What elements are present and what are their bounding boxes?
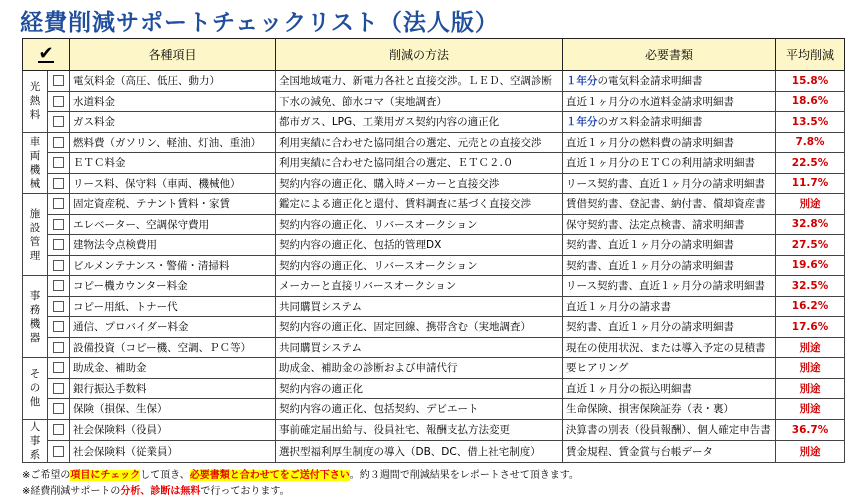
item-cell: 固定資産税、テナント賃料・家賃 [70, 194, 276, 215]
docs-cell [563, 296, 776, 317]
row-checkbox[interactable] [53, 301, 64, 312]
table-row [23, 255, 845, 276]
item-cell: ビルメンテナンス・警備・清掃料 [70, 255, 276, 276]
group-label-text: 人事系 [29, 420, 41, 461]
checkbox-cell [48, 214, 70, 235]
avg-cell: 19.6% [776, 255, 845, 276]
docs-cell [563, 235, 776, 256]
avg-cell: 16.2% [776, 296, 845, 317]
docs-cell [563, 399, 776, 420]
group-label-text: その他 [29, 368, 41, 409]
docs-text: 現在の使用状況、または導入予定の見積書 [566, 341, 766, 354]
checkbox-cell [48, 153, 70, 174]
avg-cell: 32.5% [776, 276, 845, 297]
table-row [23, 276, 845, 297]
method-cell: 契約内容の適正化、包括契約、デビエート [276, 399, 563, 420]
footer-text: ※ご希望の [22, 470, 71, 481]
row-checkbox[interactable] [53, 383, 64, 394]
avg-cell: 11.7% [776, 173, 845, 194]
method-cell: 全国地域電力、新電力各社と直接交渉。ＬＥＤ、空調診断 [276, 71, 563, 92]
item-cell: 助成金、補助金 [70, 358, 276, 379]
group-label [23, 71, 48, 133]
table-row [23, 399, 845, 420]
checkbox-cell [48, 173, 70, 194]
method-cell: 契約内容の適正化、購入時メーカーと直接交渉 [276, 173, 563, 194]
group-label-text: 施設管理 [29, 207, 41, 262]
group-label [23, 358, 48, 420]
row-checkbox[interactable] [53, 137, 64, 148]
table-row [23, 317, 845, 338]
method-cell: 契約内容の適正化 [276, 378, 563, 399]
checkbox-cell [48, 235, 70, 256]
checkbox-cell [48, 276, 70, 297]
method-cell: 契約内容の適正化、包括的管理DX [276, 235, 563, 256]
docs-cell [563, 255, 776, 276]
docs-cell [563, 173, 776, 194]
docs-text: リース契約書、直近１ヶ月分の請求明細書 [566, 280, 765, 293]
avg-cell: 17.6% [776, 317, 845, 338]
docs-cell [563, 194, 776, 215]
avg-cell: 36.7% [776, 419, 845, 441]
footer-text: ※経費削減サポートの [22, 486, 121, 497]
method-cell: 鑑定による適正化と還付、賃料調査に基づく直接交渉 [276, 194, 563, 215]
row-checkbox[interactable] [53, 178, 64, 189]
table-row [23, 112, 845, 133]
method-cell: 選択型福利厚生制度の導入（DB、DC、借上社宅制度） [276, 441, 563, 463]
docs-cell [563, 214, 776, 235]
group-label [23, 276, 48, 358]
checkbox-cell [48, 91, 70, 112]
method-cell: 契約内容の適正化、リバースオークション [276, 255, 563, 276]
page-title: 経費削減サポートチェックリスト（法人版） [20, 10, 499, 36]
docs-text: 契約書、直近１ヶ月分の請求明細書 [566, 259, 734, 272]
docs-text: 保守契約書、法定点検書、請求明細書 [566, 218, 745, 231]
docs-text: 賃借契約書、登記書、納付書、償却資産書 [566, 198, 766, 211]
checkbox-cell [48, 71, 70, 92]
method-cell: 都市ガス、LPG、工業用ガス契約内容の適正化 [276, 112, 563, 133]
avg-cell: 別途 [776, 399, 845, 420]
row-checkbox[interactable] [53, 403, 64, 414]
item-cell: 電気料金（高圧、低圧、動力） [70, 71, 276, 92]
method-cell: 事前確定届出給与、役員社宅、報酬支払方法変更 [276, 419, 563, 441]
docs-cell [563, 337, 776, 358]
table-row [23, 132, 845, 153]
table-row [23, 71, 845, 92]
item-cell: 燃料費（ガソリン、軽油、灯油、重油） [70, 132, 276, 153]
checkbox-cell [48, 337, 70, 358]
footer-highlight: 分析、診断は無料 [120, 486, 201, 497]
item-header: 各種項目 [70, 39, 276, 71]
docs-cell [563, 71, 776, 92]
docs-cell [563, 358, 776, 379]
docs-text: 賃金規程、賃金賞与台帳データ [566, 445, 713, 458]
item-cell: リース料、保守料（車両、機械他） [70, 173, 276, 194]
docs-text: 直近１ヶ月分のＥＴＣの利用請求明細書 [566, 157, 755, 170]
group-label-text: 事務機器 [29, 289, 41, 344]
row-checkbox[interactable] [53, 219, 64, 230]
row-checkbox[interactable] [53, 75, 64, 86]
group-label [23, 194, 48, 276]
table-row [23, 358, 845, 379]
row-checkbox[interactable] [53, 116, 64, 127]
table-row [23, 235, 845, 256]
docs-cell [563, 91, 776, 112]
row-checkbox[interactable] [53, 446, 64, 457]
table-row [23, 194, 845, 215]
row-checkbox[interactable] [53, 280, 64, 291]
docs-text: 直近１ヶ月分の水道料金請求明細書 [566, 95, 734, 108]
checkbox-cell [48, 317, 70, 338]
checkbox-cell [48, 255, 70, 276]
checkbox-cell [48, 399, 70, 420]
docs-text: 直近１ヶ月分の請求書 [566, 300, 671, 313]
item-cell: エレベーター、空調保守費用 [70, 214, 276, 235]
docs-cell [563, 419, 776, 441]
row-checkbox[interactable] [53, 198, 64, 209]
item-cell: 建物法令点検費用 [70, 235, 276, 256]
avg-cell: 別途 [776, 378, 845, 399]
footer-note-1 [22, 466, 579, 481]
group-label [23, 419, 48, 462]
row-checkbox[interactable] [53, 321, 64, 332]
docs-cell [563, 132, 776, 153]
footer-highlight: 必要書類と合わせてをご送付下さい [189, 470, 350, 481]
table-row [23, 91, 845, 112]
row-checkbox[interactable] [53, 157, 64, 168]
table-row [23, 153, 845, 174]
avg-cell: 7.8% [776, 132, 845, 153]
footer-text: して頂き、 [140, 470, 190, 481]
footer-note-2 [22, 482, 290, 497]
method-cell: 共同購買システム [276, 296, 563, 317]
footer-highlight: 項目にチェック [70, 470, 141, 481]
footer-text: 。約３週間で削減結果をレポートさせて頂きます。 [349, 470, 579, 481]
group-label [23, 132, 48, 194]
table-row [23, 214, 845, 235]
docs-cell [563, 378, 776, 399]
row-checkbox[interactable] [53, 96, 64, 107]
docs-text: 直近１ヶ月分の振込明細書 [566, 382, 692, 395]
check-header [23, 39, 70, 71]
table-row [23, 337, 845, 358]
item-cell: コピー機カウンター料金 [70, 276, 276, 297]
docs-header: 必要書類 [563, 39, 776, 71]
item-cell: ＥＴＣ料金 [70, 153, 276, 174]
checkbox-cell [48, 378, 70, 399]
check-mark-icon: ✔ [38, 42, 54, 64]
docs-text: の電気料金請求明細書 [597, 75, 703, 88]
docs-cell [563, 153, 776, 174]
avg-cell: 32.8% [776, 214, 845, 235]
table-row [23, 419, 845, 441]
method-cell: 共同購買システム [276, 337, 563, 358]
checkbox-cell [48, 112, 70, 133]
item-cell: 設備投資（コピー機、空調、ＰＣ等） [70, 337, 276, 358]
item-cell: 通信、プロバイダー料金 [70, 317, 276, 338]
method-cell: 利用実績に合わせた協同組合の選定、元売との直接交渉 [276, 132, 563, 153]
item-cell: コピー用紙、トナー代 [70, 296, 276, 317]
method-cell: 契約内容の適正化、固定回線、携帯含む（実地調査） [276, 317, 563, 338]
docs-text: リース契約書、直近１ヶ月分の請求明細書 [566, 177, 765, 190]
avg-cell: 27.5% [776, 235, 845, 256]
docs-text: 生命保険、損害保険証券（表・裏） [566, 403, 734, 416]
item-cell: 社会保険料（役員） [70, 419, 276, 441]
table-row [23, 296, 845, 317]
docs-text: 直近１ヶ月分の燃料費の請求明細書 [566, 136, 734, 149]
docs-cell [563, 441, 776, 463]
table-row [23, 441, 845, 463]
avg-cell: 別途 [776, 441, 845, 463]
checkbox-cell [48, 132, 70, 153]
docs-emphasis: １年分 [566, 116, 598, 129]
group-label-text: 光熱料 [29, 81, 41, 122]
row-checkbox[interactable] [53, 260, 64, 271]
avg-cell: 22.5% [776, 153, 845, 174]
avg-cell: 13.5% [776, 112, 845, 133]
method-cell: 契約内容の適正化、リバースオークション [276, 214, 563, 235]
row-checkbox[interactable] [53, 342, 64, 353]
method-cell: メーカーと直接リバースオークション [276, 276, 563, 297]
checkbox-cell [48, 441, 70, 463]
table-row [23, 378, 845, 399]
footer-text: で行っております。 [200, 486, 290, 497]
item-cell: ガス料金 [70, 112, 276, 133]
row-checkbox[interactable] [53, 424, 64, 435]
checkbox-cell [48, 419, 70, 441]
avg-cell: 15.8% [776, 71, 845, 92]
docs-cell [563, 317, 776, 338]
item-cell: 保険（損保、生保） [70, 399, 276, 420]
checkbox-cell [48, 296, 70, 317]
item-cell: 社会保険料（従業員） [70, 441, 276, 463]
docs-cell [563, 112, 776, 133]
header-row [23, 39, 845, 71]
row-checkbox[interactable] [53, 362, 64, 373]
avg-cell: 18.6% [776, 91, 845, 112]
docs-cell [563, 276, 776, 297]
item-cell: 水道料金 [70, 91, 276, 112]
checkbox-cell [48, 194, 70, 215]
checkbox-cell [48, 358, 70, 379]
method-cell: 下水の減免、節水コマ（実地調査） [276, 91, 563, 112]
table-row [23, 173, 845, 194]
method-cell: 助成金、補助金の診断および申請代行 [276, 358, 563, 379]
method-header: 削減の方法 [276, 39, 563, 71]
row-checkbox[interactable] [53, 239, 64, 250]
avg-cell: 別途 [776, 194, 845, 215]
docs-text: 要ヒアリング [566, 362, 629, 375]
docs-text: 決算書の別表（役員報酬）、個人確定申告書 [566, 424, 771, 437]
checklist-table [22, 38, 845, 463]
docs-text: 契約書、直近１ヶ月分の請求明細書 [566, 321, 734, 334]
docs-emphasis: １年分 [566, 75, 598, 88]
avg-cell: 別途 [776, 337, 845, 358]
item-cell: 銀行振込手数料 [70, 378, 276, 399]
method-cell: 利用実績に合わせた協同組合の選定、ＥＴＣ２.０ [276, 153, 563, 174]
docs-text: 契約書、直近１ヶ月分の請求明細書 [566, 239, 734, 252]
avg-header: 平均削減 [776, 39, 845, 71]
avg-cell: 別途 [776, 358, 845, 379]
group-label-text: 車両機械 [29, 135, 41, 190]
checklist-body [23, 71, 845, 463]
docs-text: のガス料金請求明細書 [597, 116, 703, 129]
